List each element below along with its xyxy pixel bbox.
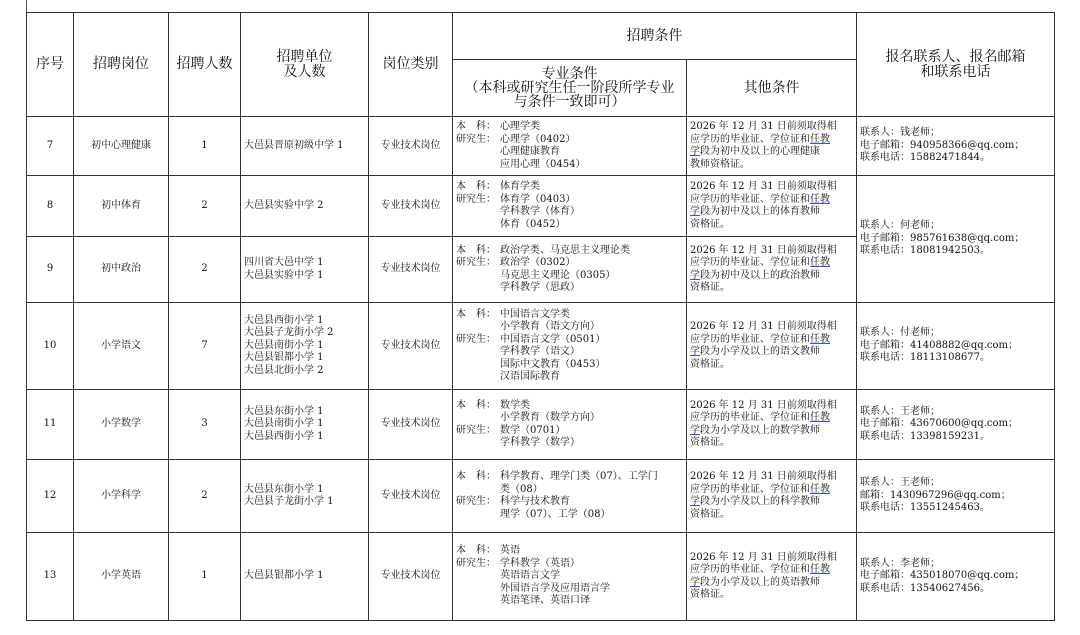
major-level [456,583,500,596]
header-count: 招聘人数 [169,13,241,117]
major-item: 体育学（0403） [500,193,576,205]
major-item: 中国语言文学（0501） [500,333,606,345]
major-item: 英语 [500,545,520,557]
row-other-conditions [687,237,857,303]
condition-line [690,194,853,207]
major-item: 国际中文教育（0453） [500,358,606,370]
condition-text: 2026 年 12 月 31 日前须取得相 [690,244,837,256]
unit-line: 大邑县银都小学 1 [244,570,324,582]
condition-line [690,146,853,159]
row-no: 9 [27,237,74,303]
condition-line [690,552,853,565]
major-item: 类（08） [500,483,543,495]
condition-underlined-text: 任教 [810,483,830,495]
condition-line [690,219,853,232]
condition-text: 段为初中及以上的心理健康 [700,146,820,157]
row-category: 专业技术岗位 [369,237,453,303]
major-item: 数学类 [500,399,530,411]
condition-text: 应学历的毕业证、学位证和 [690,257,810,268]
row-category: 专业技术岗位 [369,390,453,460]
condition-line [690,121,853,134]
condition-text: 应学历的毕业证、学位证和 [690,133,810,145]
row-units [241,117,369,176]
row-category: 专业技术岗位 [369,176,453,237]
condition-underlined-text: 任教 [810,412,830,423]
unit-line: 大邑县南街小学 1 [244,339,324,351]
condition-line [690,437,853,450]
row-contact [857,303,1055,390]
row-major [453,460,687,533]
major-level [456,371,500,384]
major-level: 本 科： [456,244,496,256]
condition-underlined-text: 任教 [810,133,830,145]
row-contact [857,176,1055,303]
contact-line: 联系电话：18081942503。 [860,245,990,257]
major-level: 研究生： [456,557,496,569]
major-item: 小学教育（数学方向） [500,412,600,423]
major-item: 学科教学（体育） [500,206,580,217]
major-item: 马克思主义理论（0305） [500,269,616,281]
condition-text: 段为小学及以上的语文教师 [700,346,820,357]
header-conditions: 招聘条件 [453,13,857,60]
major-level [456,437,500,450]
major-item: 政治学（0302） [500,257,576,268]
row-contact [857,117,1055,176]
condition-text: 资格证。 [690,437,730,448]
contact-line: 联系人：王老师； [860,405,940,417]
header-other: 其他条件 [687,60,857,117]
row-units [241,237,369,303]
table-row [27,176,1055,237]
condition-underlined-text: 学 [690,146,700,157]
row-no: 12 [27,460,74,533]
row-major [453,176,687,237]
major-level: 本 科： [456,181,496,192]
condition-line [690,400,853,413]
row-major [453,390,687,460]
contact-line: 邮箱：1430967296@qq.com； [860,489,1011,501]
row-position: 小学英语 [74,533,169,621]
condition-text: 应学历的毕业证、学位证和 [690,412,810,423]
major-level [456,282,500,295]
condition-underlined-text: 学 [690,424,700,436]
row-other-conditions [687,390,857,460]
condition-line [690,321,853,334]
major-level [456,206,500,219]
contact-line: 电子邮箱：41408882@qq.com； [860,339,1018,351]
major-level: 研究生： [456,496,496,507]
row-other-conditions [687,303,857,390]
condition-text: 段为小学及以上的英语教师 [700,576,820,588]
major-item: 心理健康教育 [500,146,560,157]
condition-text: 资格证。 [690,282,730,293]
major-level: 研究生： [456,257,496,268]
major-item: 学科教学（语文） [500,346,580,357]
unit-line: 大邑县实验中学 2 [244,199,324,211]
row-category: 专业技术岗位 [369,117,453,176]
row-major [453,303,687,390]
major-level: 本 科： [456,545,496,557]
row-position: 初中政治 [74,237,169,303]
condition-text: 2026 年 12 月 31 日前须取得相 [690,181,837,192]
condition-text: 段为小学及以上的数学教师 [700,424,820,436]
major-level: 本 科： [456,121,496,132]
condition-underlined-text: 任教 [810,193,830,205]
major-item: 英语语言文学 [500,570,560,582]
row-no: 11 [27,390,74,460]
row-contact [857,390,1055,460]
condition-line [690,334,853,347]
row-count: 2 [169,176,241,237]
recruitment-table [26,12,1055,621]
contact-line: 联系人：王老师； [860,477,940,489]
unit-line: 大邑县子龙街小学 2 [244,327,334,339]
row-category: 专业技术岗位 [369,533,453,621]
contact-line: 电子邮箱：435018070@qq.com； [860,570,1025,582]
major-level [456,570,500,583]
contact-line: 联系电话：13540627456。 [860,582,990,594]
condition-line [690,425,853,438]
row-other-conditions [687,176,857,237]
row-units [241,460,369,533]
row-position: 小学数学 [74,390,169,460]
major-level [456,509,500,522]
major-list [456,471,683,521]
major-item: 学科教学（数学） [500,437,580,448]
contact-line: 电子邮箱：940958366@qq.com； [860,139,1025,151]
row-no: 13 [27,533,74,621]
major-list [456,309,683,384]
table-row [27,533,1055,621]
major-item: 体育（0452） [500,218,566,230]
unit-line: 大邑县实验中学 1 [244,269,324,281]
row-count: 3 [169,390,241,460]
row-major [453,117,687,176]
condition-text: 资格证。 [690,358,730,370]
header-category: 岗位类别 [369,13,453,117]
condition-text: 段为小学及以上的科学教师 [700,496,820,507]
condition-line [690,484,853,497]
condition-underlined-text: 学 [690,576,700,588]
header-contact: 报名联系人、报名邮箱 和联系电话 [857,13,1055,117]
row-units [241,390,369,460]
header-position: 招聘岗位 [74,13,169,117]
condition-line [690,181,853,194]
unit-line: 大邑县西街小学 1 [244,430,324,442]
header-unit: 招聘单位 及人数 [241,13,369,117]
major-level: 研究生： [456,424,496,436]
major-item: 政治学类、马克思主义理论类 [500,244,630,256]
row-units [241,176,369,237]
condition-line [690,496,853,509]
condition-underlined-text: 任教 [810,564,830,575]
major-item: 外国语言学及应用语言学 [500,582,610,594]
condition-text: 应学历的毕业证、学位证和 [690,483,810,495]
major-level: 本 科： [456,471,496,482]
major-item: 学科教学（英语） [500,557,580,569]
condition-line [690,471,853,484]
major-level [456,412,500,425]
major-item: 汉语国际教育 [500,371,560,382]
condition-text: 资格证。 [690,589,730,600]
condition-line [690,412,853,425]
condition-underlined-text: 学 [690,269,700,281]
condition-text: 应学历的毕业证、学位证和 [690,333,810,345]
condition-line [690,245,853,258]
condition-line [690,589,853,602]
major-level [456,146,500,159]
contact-line: 联系电话：18113108677。 [860,352,990,364]
condition-line [690,257,853,270]
major-item: 应用心理（0454） [500,158,586,170]
condition-text: 2026 年 12 月 31 日前须取得相 [690,321,837,332]
major-list [456,181,683,231]
major-level [456,346,500,359]
unit-line: 大邑县南街小学 1 [244,418,324,430]
condition-text: 应学历的毕业证、学位证和 [690,564,810,575]
major-level: 研究生： [456,333,496,345]
major-list [456,245,683,295]
condition-text: 2026 年 12 月 31 日前须取得相 [690,551,837,563]
unit-line: 大邑县晋原初级中学 1 [244,139,344,151]
condition-underlined-text: 学 [690,496,700,507]
major-level [456,359,500,372]
condition-text: 2026 年 12 月 31 日前须取得相 [690,121,837,132]
condition-text: 应学历的毕业证、学位证和 [690,193,810,205]
major-item: 小学教育（语文方向） [500,321,600,332]
table-row [27,303,1055,390]
row-count: 2 [169,460,241,533]
condition-text: 资格证。 [690,218,730,230]
major-list [456,545,683,608]
condition-text: 段为初中及以上的体育教师 [700,206,820,217]
contact-line: 联系人：李老师； [860,557,940,569]
condition-text: 2026 年 12 月 31 日前须取得相 [690,471,837,482]
contact-line: 联系人：付老师； [860,327,940,339]
condition-line [690,270,853,283]
major-level [456,219,500,232]
major-item: 学科教学（思政） [500,282,580,293]
row-position: 初中心理健康 [74,117,169,176]
row-count: 7 [169,303,241,390]
major-level [456,595,500,608]
major-level: 研究生： [456,133,496,145]
contact-line: 电子邮箱：43670600@qq.com； [860,418,1018,430]
major-level: 本 科： [456,399,496,411]
header-major: 专业条件 （本科或研究生任一阶段所学专业 与条件一致即可） [453,60,687,117]
major-item: 心理学（0402） [500,133,576,145]
condition-line [690,509,853,522]
condition-line [690,564,853,577]
row-category: 专业技术岗位 [369,303,453,390]
row-count: 1 [169,117,241,176]
major-item: 英语笔译、英语口译 [500,595,590,607]
major-item: 中国语言文学类 [500,308,570,320]
row-units [241,303,369,390]
row-other-conditions [687,533,857,621]
contact-line: 联系电话：13398159231。 [860,430,990,442]
row-no: 10 [27,303,74,390]
header-no: 序号 [27,13,74,117]
condition-line [690,134,853,147]
unit-line: 大邑县子龙街小学 1 [244,496,334,507]
major-item: 科学教育、理学门类（07）、工学门 [500,471,658,482]
unit-line: 大邑县北街小学 2 [244,364,324,376]
condition-underlined-text: 任教 [810,257,830,268]
table-row [27,460,1055,533]
unit-line: 大邑县东街小学 1 [244,483,324,495]
major-item: 科学与技术教育 [500,496,570,507]
row-count: 2 [169,237,241,303]
contact-line: 电子邮箱：985761638@qq.com； [860,232,1025,244]
row-position: 小学语文 [74,303,169,390]
condition-underlined-text: 任教 [810,333,830,345]
major-item: 数学（0701） [500,424,566,436]
row-major [453,533,687,621]
condition-text: 教师资格证。 [690,158,750,170]
condition-line [690,359,853,372]
major-level: 本 科： [456,308,496,320]
row-no: 8 [27,176,74,237]
major-list [456,400,683,450]
major-level [456,484,500,497]
row-other-conditions [687,117,857,176]
condition-text: 段为初中及以上的政治教师 [700,269,820,281]
unit-line: 大邑县西街小学 1 [244,314,324,326]
condition-line [690,346,853,359]
condition-text: 2026 年 12 月 31 日前须取得相 [690,399,837,411]
row-position: 小学科学 [74,460,169,533]
major-level [456,270,500,283]
major-level [456,321,500,334]
condition-text: 资格证。 [690,508,730,520]
row-units [241,533,369,621]
unit-line: 四川省大邑中学 1 [244,257,324,268]
page-corner-mark [26,0,28,12]
unit-line: 大邑县东街小学 1 [244,405,324,417]
unit-line: 大邑县银都小学 1 [244,352,324,364]
row-count: 1 [169,533,241,621]
contact-line: 联系电话：15882471844。 [860,152,990,164]
major-list [456,121,683,171]
major-level: 研究生： [456,193,496,205]
table-row [27,390,1055,460]
major-level [456,159,500,172]
contact-line: 联系人：钱老师； [860,127,940,139]
major-item: 体育学类 [500,181,540,192]
major-item: 心理学类 [500,121,540,132]
condition-line [690,577,853,590]
row-no: 7 [27,117,74,176]
row-category: 专业技术岗位 [369,460,453,533]
row-other-conditions [687,460,857,533]
major-item: 理学（07）、工学（08） [500,508,611,520]
table-row [27,117,1055,176]
condition-underlined-text: 学 [690,206,700,217]
condition-underlined-text: 学 [690,346,700,357]
row-contact [857,460,1055,533]
row-major [453,237,687,303]
condition-line [690,159,853,172]
row-position: 初中体育 [74,176,169,237]
condition-line [690,282,853,295]
contact-line: 联系人：何老师； [860,220,940,232]
row-contact [857,533,1055,621]
contact-line: 联系电话：13551245463。 [860,502,990,514]
condition-line [690,206,853,219]
